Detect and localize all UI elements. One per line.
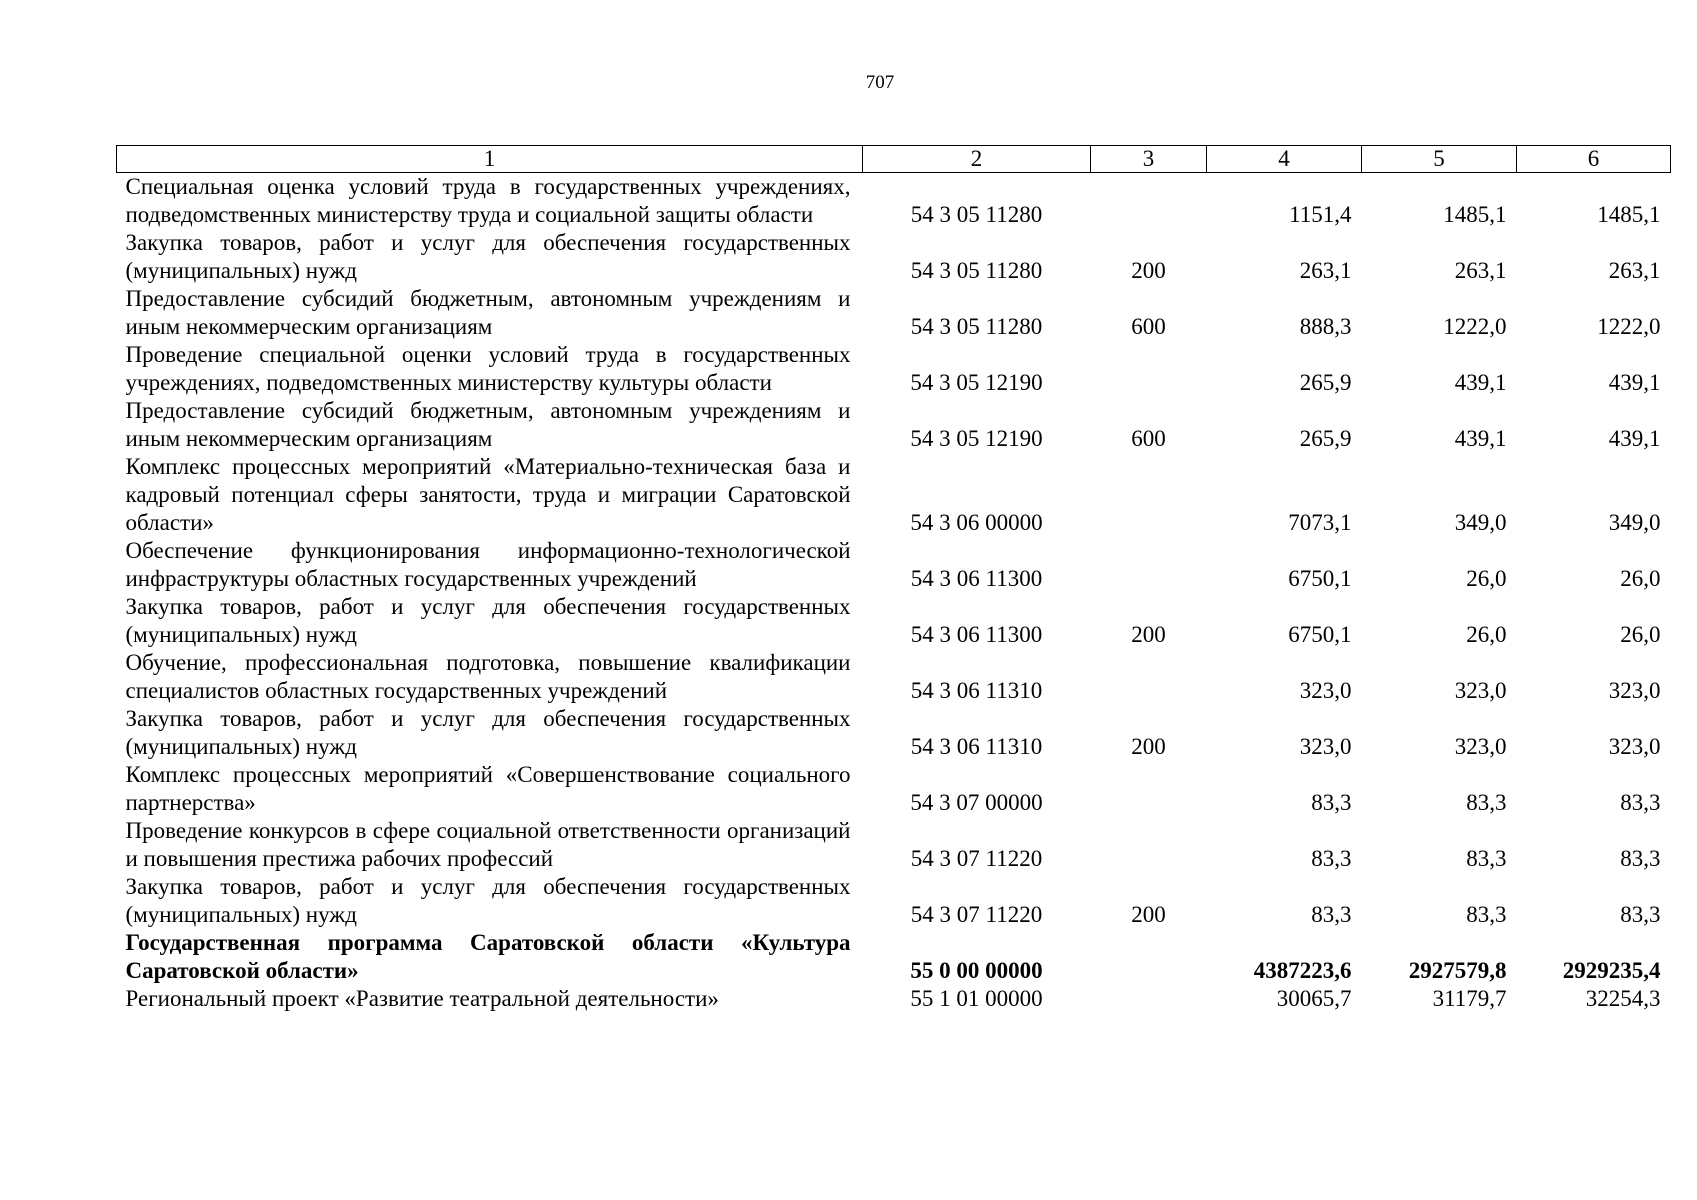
row-value-col6: 439,1 bbox=[1608, 370, 1661, 395]
row-code: 54 3 06 11310 bbox=[910, 678, 1043, 703]
row-value-col4: 6750,1 bbox=[1288, 566, 1352, 591]
row-value-col5: 349,0 bbox=[1454, 510, 1507, 535]
table-row bbox=[117, 537, 1671, 593]
row-name: Закупка товаров, работ и услуг для обеспечения государственных (муниципальных) нужд bbox=[125, 594, 851, 647]
row-value-col6: 26,0 bbox=[1620, 622, 1661, 647]
row-expense-type: 200 bbox=[1131, 258, 1166, 283]
row-value-col5: 1222,0 bbox=[1443, 314, 1507, 339]
row-value-col4: 265,9 bbox=[1299, 370, 1352, 395]
row-name: Проведение конкурсов в сфере социальной ответственности организаций и повышения престижа рабочих профессий bbox=[125, 818, 851, 871]
row-name: Государственная программа Саратовской области «Культура Саратовской области» bbox=[125, 930, 851, 983]
row-name: Закупка товаров, работ и услуг для обеспечения государственных (муниципальных) нужд bbox=[125, 706, 851, 759]
page-number: 707 bbox=[865, 72, 895, 93]
row-code: 54 3 07 11220 bbox=[910, 846, 1043, 871]
table-row bbox=[117, 817, 1671, 873]
row-value-col5: 439,1 bbox=[1454, 426, 1507, 451]
row-value-col4: 265,9 bbox=[1299, 426, 1352, 451]
row-expense-type bbox=[1091, 173, 1207, 230]
row-name: Предоставление субсидий бюджетным, автономным учреждениям и иным некоммерческим организациям bbox=[125, 398, 851, 451]
row-value-col4: 83,3 bbox=[1311, 846, 1352, 871]
row-value-col4: 30065,7 bbox=[1276, 986, 1352, 1011]
row-value-col4: 7073,1 bbox=[1288, 510, 1352, 535]
row-expense-type bbox=[1091, 929, 1207, 985]
row-value-col6: 439,1 bbox=[1608, 426, 1661, 451]
row-value-col6: 83,3 bbox=[1620, 790, 1661, 815]
row-name: Обучение, профессиональная подготовка, повышение квалификации специалистов областных государственных учреждений bbox=[125, 650, 851, 703]
row-code: 54 3 06 11300 bbox=[910, 622, 1043, 647]
row-value-col6: 32254,3 bbox=[1585, 986, 1661, 1011]
row-value-col6: 2929235,4 bbox=[1562, 958, 1661, 983]
row-expense-type: 200 bbox=[1131, 734, 1166, 759]
row-value-col5: 2927579,8 bbox=[1408, 958, 1507, 983]
row-value-col5: 263,1 bbox=[1454, 258, 1507, 283]
header-col-5: 5 bbox=[1362, 146, 1517, 173]
row-value-col4: 6750,1 bbox=[1288, 622, 1352, 647]
header-col-1: 1 bbox=[117, 146, 863, 173]
row-name: Предоставление субсидий бюджетным, автономным учреждениям и иным некоммерческим организациям bbox=[125, 286, 851, 339]
row-value-col5: 323,0 bbox=[1454, 734, 1507, 759]
table-row bbox=[117, 453, 1671, 537]
row-value-col6: 323,0 bbox=[1608, 678, 1661, 703]
row-value-col6: 83,3 bbox=[1620, 846, 1661, 871]
row-expense-type: 600 bbox=[1131, 426, 1166, 451]
table-row bbox=[117, 341, 1671, 397]
row-value-col5: 83,3 bbox=[1466, 846, 1507, 871]
row-value-col4: 263,1 bbox=[1299, 258, 1352, 283]
table-header-row bbox=[117, 146, 1671, 173]
row-expense-type bbox=[1091, 341, 1207, 397]
row-value-col4: 83,3 bbox=[1311, 902, 1352, 927]
row-value-col6: 1222,0 bbox=[1597, 314, 1661, 339]
row-expense-type bbox=[1091, 649, 1207, 705]
row-value-col5: 31179,7 bbox=[1432, 986, 1507, 1011]
row-code: 54 3 05 11280 bbox=[910, 202, 1043, 227]
header-col-3: 3 bbox=[1091, 146, 1207, 173]
row-code: 54 3 07 11220 bbox=[910, 902, 1043, 927]
row-name: Обеспечение функционирования информационно-технологической инфраструктуры областных государственных учреждений bbox=[125, 538, 851, 591]
header-col-4: 4 bbox=[1207, 146, 1362, 173]
row-value-col4: 4387223,6 bbox=[1253, 958, 1352, 983]
table-row bbox=[117, 397, 1671, 453]
row-value-col5: 26,0 bbox=[1466, 622, 1507, 647]
header-col-2: 2 bbox=[863, 146, 1091, 173]
row-name: Региональный проект «Развитие театральной деятельности» bbox=[125, 986, 719, 1011]
row-code: 54 3 05 11280 bbox=[910, 258, 1043, 283]
table-row bbox=[117, 761, 1671, 817]
table-row bbox=[117, 173, 1671, 230]
table-row bbox=[117, 649, 1671, 705]
row-code: 54 3 06 00000 bbox=[910, 510, 1043, 535]
table-row bbox=[117, 285, 1671, 341]
row-expense-type bbox=[1091, 985, 1207, 1013]
row-value-col6: 1485,1 bbox=[1597, 202, 1661, 227]
row-expense-type: 200 bbox=[1131, 902, 1166, 927]
row-name: Специальная оценка условий труда в государственных учреждениях, подведомственных министерству труда и социальной защиты области bbox=[125, 174, 851, 227]
row-value-col4: 323,0 bbox=[1299, 734, 1352, 759]
row-value-col4: 83,3 bbox=[1311, 790, 1352, 815]
row-code: 55 1 01 00000 bbox=[910, 986, 1043, 1011]
table-row bbox=[117, 985, 1671, 1013]
table-body bbox=[117, 173, 1671, 1014]
row-expense-type: 600 bbox=[1131, 314, 1166, 339]
row-code: 55 0 00 00000 bbox=[910, 958, 1043, 983]
row-expense-type: 200 bbox=[1131, 622, 1166, 647]
row-name: Комплекс процессных мероприятий «Совершенствование социального партнерства» bbox=[125, 762, 851, 815]
row-name: Проведение специальной оценки условий труда в государственных учреждениях, подведомственных министерству культуры области bbox=[125, 342, 851, 395]
row-code: 54 3 05 12190 bbox=[910, 370, 1043, 395]
row-expense-type bbox=[1091, 817, 1207, 873]
table-row bbox=[117, 705, 1671, 761]
row-code: 54 3 05 12190 bbox=[910, 426, 1043, 451]
row-value-col6: 323,0 bbox=[1608, 734, 1661, 759]
table-row bbox=[117, 873, 1671, 929]
row-value-col6: 349,0 bbox=[1608, 510, 1661, 535]
row-expense-type bbox=[1091, 761, 1207, 817]
row-name: Закупка товаров, работ и услуг для обеспечения государственных (муниципальных) нужд bbox=[125, 230, 851, 283]
row-code: 54 3 07 00000 bbox=[910, 790, 1043, 815]
table-row bbox=[117, 229, 1671, 285]
row-code: 54 3 06 11300 bbox=[910, 566, 1043, 591]
row-name: Комплекс процессных мероприятий «Материально-техническая база и кадровый потенциал сферы занятости, труда и миграции Саратовской области» bbox=[125, 454, 851, 535]
row-expense-type bbox=[1091, 453, 1207, 537]
row-value-col4: 1151,4 bbox=[1289, 202, 1352, 227]
row-value-col6: 26,0 bbox=[1620, 566, 1661, 591]
row-value-col6: 263,1 bbox=[1608, 258, 1661, 283]
row-code: 54 3 06 11310 bbox=[910, 734, 1043, 759]
row-code: 54 3 05 11280 bbox=[910, 314, 1043, 339]
row-name: Закупка товаров, работ и услуг для обеспечения государственных (муниципальных) нужд bbox=[125, 874, 851, 927]
row-value-col4: 888,3 bbox=[1299, 314, 1352, 339]
row-expense-type bbox=[1091, 537, 1207, 593]
budget-table bbox=[116, 145, 1671, 1013]
row-value-col5: 26,0 bbox=[1466, 566, 1507, 591]
row-value-col6: 83,3 bbox=[1620, 902, 1661, 927]
table-row bbox=[117, 929, 1671, 985]
row-value-col5: 439,1 bbox=[1454, 370, 1507, 395]
row-value-col4: 323,0 bbox=[1299, 678, 1352, 703]
row-value-col5: 1485,1 bbox=[1443, 202, 1507, 227]
row-value-col5: 323,0 bbox=[1454, 678, 1507, 703]
table-row bbox=[117, 593, 1671, 649]
row-value-col5: 83,3 bbox=[1466, 902, 1507, 927]
row-value-col5: 83,3 bbox=[1466, 790, 1507, 815]
header-col-6: 6 bbox=[1517, 146, 1671, 173]
